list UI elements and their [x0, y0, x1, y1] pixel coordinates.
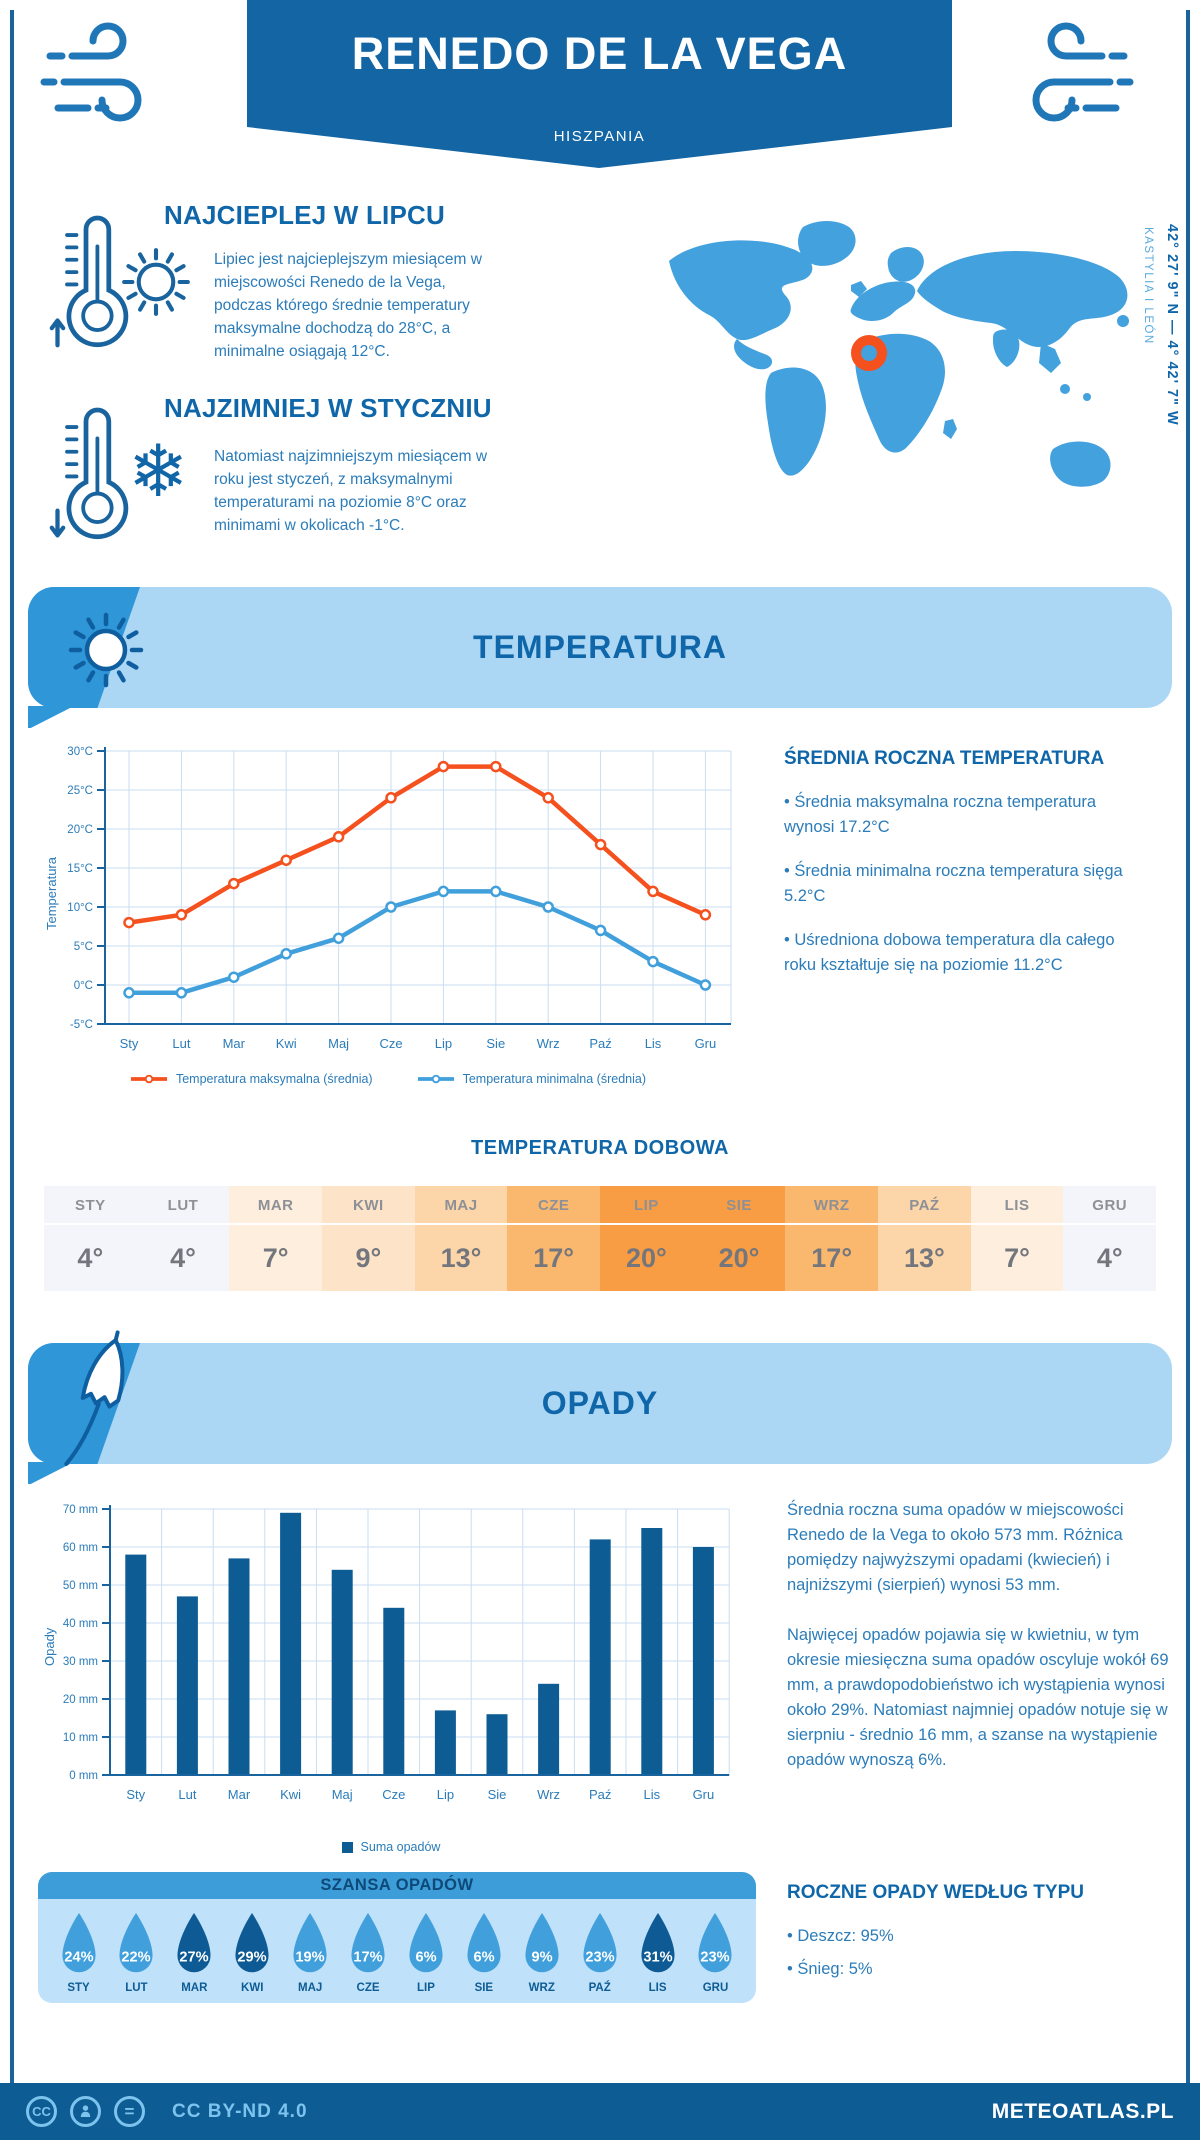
svg-text:6%: 6%	[473, 1949, 495, 1966]
daily-table-value: 4°	[137, 1225, 230, 1291]
svg-text:Wrz: Wrz	[537, 1787, 561, 1802]
precipitation-summary	[787, 1498, 1175, 1798]
precipitation-type-bullet: • Deszcz: 95%	[787, 1924, 1175, 1948]
precip-chance-drop	[286, 1911, 335, 1994]
footer	[0, 2083, 1200, 2140]
svg-text:29%: 29%	[237, 1949, 267, 1966]
droplet-icon	[635, 1911, 681, 1981]
svg-text:Wrz: Wrz	[536, 1036, 560, 1051]
svg-text:Paź: Paź	[588, 1787, 612, 1802]
svg-text:Cze: Cze	[379, 1036, 403, 1051]
daily-table-month: LIS	[971, 1186, 1064, 1225]
droplet-month-label: WRZ	[528, 1982, 555, 1994]
svg-text:6%: 6%	[415, 1949, 437, 1966]
page-title: RENEDO DE LA VEGA	[351, 28, 848, 79]
temperature-section-title: TEMPERATURA	[473, 629, 727, 665]
temperature-line-chart	[36, 740, 740, 1060]
svg-text:30 mm: 30 mm	[62, 1656, 98, 1668]
droplet-icon	[56, 1911, 102, 1981]
svg-text:20 mm: 20 mm	[62, 1694, 98, 1706]
daily-table-month: LIP	[600, 1186, 693, 1225]
daily-table-column	[878, 1186, 971, 1291]
daily-table-column	[322, 1186, 415, 1291]
sun-icon	[116, 242, 196, 322]
precip-chance-drop	[344, 1911, 393, 1994]
daily-table-column	[507, 1186, 600, 1291]
daily-table-value: 7°	[229, 1225, 322, 1291]
daily-table-value: 13°	[878, 1225, 971, 1291]
svg-text:Lip: Lip	[436, 1787, 455, 1802]
daily-table-value: 13°	[415, 1225, 508, 1291]
summary-bullet: • Średnia maksymalna roczna temperatura wynosi 17.2°C	[784, 790, 1134, 840]
svg-text:30°C: 30°C	[67, 746, 93, 758]
svg-text:20°C: 20°C	[67, 824, 93, 836]
daily-table-column	[693, 1186, 786, 1291]
daily-table-column	[1063, 1186, 1156, 1291]
precip-chance-drop	[170, 1911, 219, 1994]
precipitation-section-banner	[28, 1343, 1172, 1464]
svg-text:25°C: 25°C	[67, 785, 93, 797]
svg-text:Sie: Sie	[486, 1036, 506, 1051]
svg-text:Mar: Mar	[222, 1036, 245, 1051]
precip-chance-drop	[459, 1911, 508, 1994]
sun-icon	[62, 606, 150, 694]
precipitation-type-bullet: • Śnieg: 5%	[787, 1957, 1175, 1981]
precip-chance-drop	[112, 1911, 161, 1994]
svg-text:-5°C: -5°C	[69, 1019, 93, 1031]
svg-text:70 mm: 70 mm	[62, 1504, 98, 1516]
svg-text:0°C: 0°C	[73, 980, 93, 992]
svg-text:Lut: Lut	[178, 1787, 197, 1802]
svg-text:23%: 23%	[585, 1949, 615, 1966]
svg-text:Lis: Lis	[644, 1036, 662, 1051]
max-line-marker-icon	[130, 1073, 168, 1085]
svg-text:22%: 22%	[121, 1949, 151, 1966]
precipitation-paragraph: Najwięcej opadów pojawia się w kwietniu, w tym okresie miesięczna suma opadów oscyluje wokół 69 mm, a prawdopodobieństwo ich wystąpienia wynosi około 29%. Natomiast najmniej opadów notuje się w sierpniu - średnio 16 mm, a szanse na wystąpienie opadów wynoszą 6%.	[787, 1626, 1169, 1769]
svg-text:40 mm: 40 mm	[62, 1618, 98, 1630]
legend-item-max	[130, 1072, 373, 1086]
droplet-icon	[287, 1911, 333, 1981]
daily-table-value: 7°	[971, 1225, 1064, 1291]
droplet-month-label: LIS	[648, 1982, 667, 1994]
daily-table-month: WRZ	[785, 1186, 878, 1225]
precipitation-chart-legend	[36, 1840, 746, 1854]
svg-text:Sty: Sty	[126, 1787, 146, 1802]
svg-text:Mar: Mar	[227, 1787, 251, 1802]
droplet-month-label: MAR	[181, 1982, 208, 1994]
precip-chance-drop	[691, 1911, 740, 1994]
svg-text:Maj: Maj	[328, 1036, 350, 1051]
svg-text:19%: 19%	[295, 1949, 325, 1966]
precip-chance-drop	[575, 1911, 624, 1994]
svg-text:5°C: 5°C	[73, 941, 93, 953]
cc-attribution-icon	[70, 2096, 101, 2127]
droplet-month-label: SIE	[474, 1982, 494, 1994]
droplet-icon	[577, 1911, 623, 1981]
wind-icon	[34, 20, 168, 144]
daily-temperature-table	[44, 1186, 1156, 1291]
svg-text:Cze: Cze	[382, 1787, 406, 1802]
svg-text:Gru: Gru	[692, 1787, 715, 1802]
droplet-month-label: CZE	[356, 1982, 380, 1994]
svg-text:27%: 27%	[179, 1949, 209, 1966]
svg-text:23%: 23%	[700, 1949, 731, 1966]
daily-table-month: LUT	[137, 1186, 230, 1225]
droplet-month-label: LUT	[125, 1982, 148, 1994]
daily-table-column	[415, 1186, 508, 1291]
legend-item-min	[417, 1072, 646, 1086]
coldest-month-title: NAJZIMNIEJ W STYCZNIU	[164, 393, 492, 423]
svg-text:Opady: Opady	[42, 1627, 57, 1666]
svg-text:9%: 9%	[531, 1949, 553, 1966]
left-frame-border	[10, 10, 14, 2083]
daily-table-month: PAŹ	[878, 1186, 971, 1225]
svg-text:Sty: Sty	[119, 1036, 139, 1051]
precipitation-section-title: OPADY	[541, 1385, 659, 1421]
droplet-icon	[113, 1911, 159, 1981]
coordinates-label: 42° 27' 9" N — 4° 42' 7" W	[1164, 224, 1180, 426]
daily-temperature-title: TEMPERATURA DOBOWA	[471, 1137, 729, 1159]
summary-title: ŚREDNIA ROCZNA TEMPERATURA	[784, 748, 1105, 769]
precipitation-paragraph: Średnia roczna suma opadów w miejscowości Renedo de la Vega to około 573 mm. Różnica pomiędzy najwyższymi opadami (kwiecień) i najniższymi (sierpień) wynosi 53 mm.	[787, 1501, 1124, 1594]
droplet-month-label: GRU	[702, 1982, 729, 1994]
droplet-icon	[171, 1911, 217, 1981]
precipitation-type-title: ROCZNE OPADY WEDŁUG TYPU	[787, 1882, 1084, 1903]
svg-text:Lis: Lis	[643, 1787, 661, 1802]
daily-table-value: 4°	[1063, 1225, 1156, 1291]
daily-table-month: KWI	[322, 1186, 415, 1225]
svg-text:10 mm: 10 mm	[62, 1732, 98, 1744]
cc-icon: CC	[26, 2096, 57, 2127]
svg-text:60 mm: 60 mm	[62, 1542, 98, 1554]
precipitation-chance-title: SZANSA OPADÓW	[38, 1872, 756, 1899]
svg-text:Lip: Lip	[434, 1036, 453, 1051]
svg-text:Maj: Maj	[331, 1787, 353, 1802]
droplet-icon	[461, 1911, 507, 1981]
right-frame-border	[1186, 10, 1190, 2083]
precip-chance-drop	[54, 1911, 103, 1994]
min-line-marker-icon	[417, 1073, 455, 1085]
precipitation-chance-panel	[38, 1872, 756, 2003]
banner-ribbon-fold	[28, 706, 74, 728]
precipitation-bar-chart	[36, 1498, 746, 1818]
daily-table-value: 20°	[600, 1225, 693, 1291]
svg-text:Kwi: Kwi	[275, 1036, 297, 1051]
droplet-icon	[345, 1911, 391, 1981]
world-map	[655, 213, 1145, 571]
daily-table-value: 20°	[693, 1225, 786, 1291]
svg-text:Paź: Paź	[589, 1036, 612, 1051]
temperature-chart-legend	[36, 1072, 740, 1086]
daily-table-column	[971, 1186, 1064, 1291]
coldest-month-text: Natomiast najzimniejszym miesiącem w roku jest styczeń, z maksymalnymi temperaturami na poziomie 8°C oraz minimami w okolicach -1°C.	[214, 448, 488, 534]
warmest-month-text: Lipiec jest najcieplejszym miesiącem w miejscowości Renedo de la Vega, podczas którego średnie temperatury maksymalne dochodzą do 28°C, a minimalne osiągają 12°C.	[214, 251, 482, 360]
precip-chance-drop	[401, 1911, 450, 1994]
svg-text:31%: 31%	[642, 1949, 673, 1966]
droplet-month-label: LIP	[416, 1982, 435, 1994]
precip-chance-drop	[228, 1911, 277, 1994]
droplet-month-label: PAŹ	[588, 1982, 611, 1994]
svg-text:10°C: 10°C	[67, 902, 93, 914]
legend-label-max: Temperatura maksymalna (średnia)	[175, 1072, 373, 1086]
svg-text:15°C: 15°C	[67, 863, 93, 875]
temperature-section-banner	[28, 587, 1172, 708]
svg-text:50 mm: 50 mm	[62, 1580, 98, 1592]
svg-text:24%: 24%	[63, 1949, 94, 1966]
summary-bullet: • Uśredniona dobowa temperatura dla całego roku kształtuje się na poziomie 11.2°C	[784, 928, 1134, 978]
legend-label-min: Temperatura minimalna (średnia)	[462, 1072, 646, 1086]
annual-temperature-summary	[784, 748, 1134, 997]
license-label: CC BY-ND 4.0	[172, 2100, 308, 2122]
svg-text:Kwi: Kwi	[280, 1787, 302, 1802]
droplet-month-label: STY	[67, 1982, 90, 1994]
cc-license-link[interactable]	[26, 2096, 308, 2127]
precipitation-chance-drops	[38, 1899, 756, 2003]
page-subtitle: HISZPANIA	[553, 128, 646, 145]
droplet-icon	[403, 1911, 449, 1981]
svg-text:17%: 17%	[353, 1949, 383, 1966]
summary-bullet: • Średnia minimalna roczna temperatura sięga 5.2°C	[784, 859, 1134, 909]
daily-table-column	[44, 1186, 137, 1291]
site-link[interactable]: METEOATLAS.PL	[991, 2099, 1174, 2123]
droplet-icon	[229, 1911, 275, 1981]
daily-table-month: MAR	[229, 1186, 322, 1225]
precip-chance-drop	[633, 1911, 682, 1994]
daily-table-value: 4°	[44, 1225, 137, 1291]
cc-nd-icon: =	[114, 2096, 145, 2127]
daily-table-column	[785, 1186, 878, 1291]
droplet-icon	[519, 1911, 565, 1981]
region-label: KASTYLIA I LEÓN	[1142, 227, 1154, 345]
wind-icon	[1006, 20, 1140, 144]
snowflake-icon: ❄	[128, 432, 189, 512]
daily-table-column	[600, 1186, 693, 1291]
droplet-month-label: KWI	[241, 1982, 264, 1994]
svg-text:0 mm: 0 mm	[69, 1770, 98, 1782]
bar-legend-swatch-icon	[342, 1842, 353, 1853]
daily-table-month: GRU	[1063, 1186, 1156, 1225]
svg-text:Gru: Gru	[694, 1036, 717, 1051]
daily-table-value: 17°	[785, 1225, 878, 1291]
daily-table-month: SIE	[693, 1186, 786, 1225]
daily-table-column	[229, 1186, 322, 1291]
warmest-month-title: NAJCIEPLEJ W LIPCU	[164, 200, 445, 230]
daily-table-month: STY	[44, 1186, 137, 1225]
droplet-icon	[692, 1911, 738, 1981]
daily-table-column	[137, 1186, 230, 1291]
daily-table-month: MAJ	[415, 1186, 508, 1225]
svg-text:Temperatura: Temperatura	[44, 857, 59, 930]
daily-table-value: 9°	[322, 1225, 415, 1291]
precip-chance-drop	[517, 1911, 566, 1994]
daily-table-value: 17°	[507, 1225, 600, 1291]
bar-legend-label: Suma opadów	[360, 1840, 441, 1854]
umbrella-icon	[58, 1329, 153, 1479]
droplet-month-label: MAJ	[297, 1982, 323, 1994]
svg-text:Lut: Lut	[172, 1036, 191, 1051]
precipitation-by-type	[787, 1882, 1175, 1990]
svg-text:Sie: Sie	[487, 1787, 507, 1802]
daily-table-month: CZE	[507, 1186, 600, 1225]
